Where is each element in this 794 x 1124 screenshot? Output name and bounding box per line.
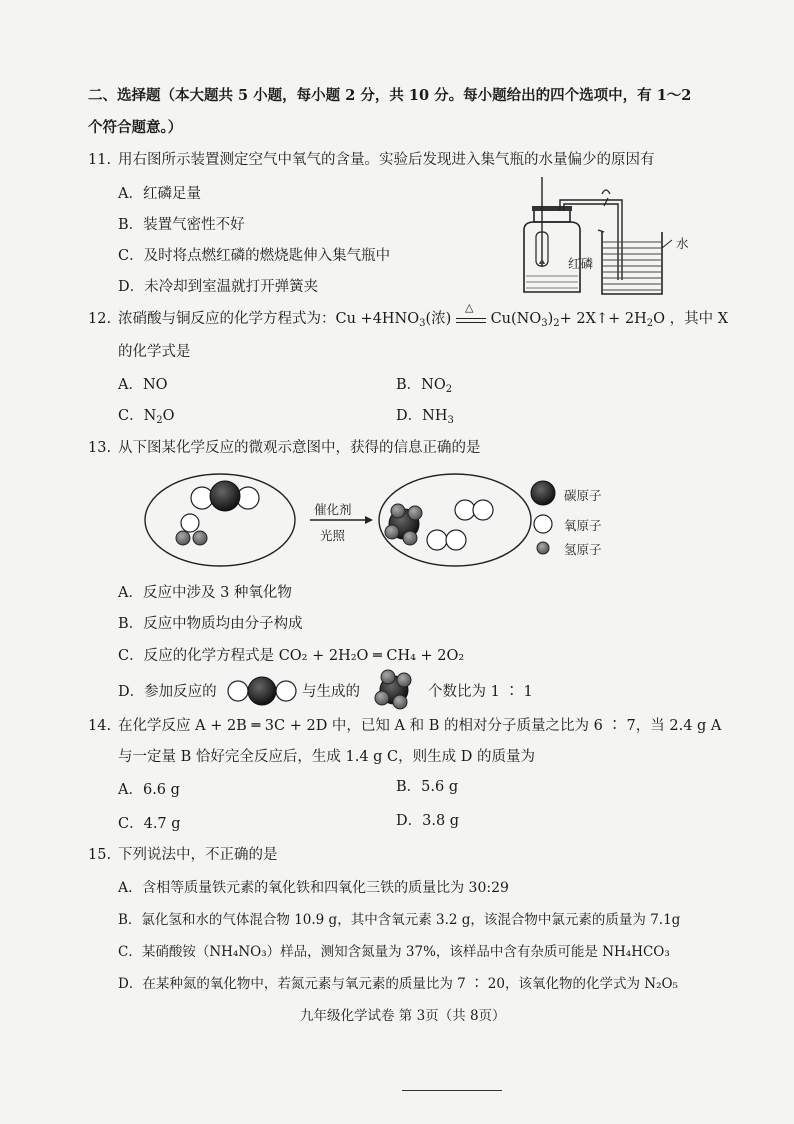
bottom-rule xyxy=(402,1090,502,1091)
section-title-cont: 个符合题意。） xyxy=(88,119,183,136)
q12-number: 12. xyxy=(88,311,112,327)
q13-legend-icons xyxy=(528,478,558,558)
q13-option-d-co2-molecule xyxy=(226,676,298,706)
q14-option-a: A．6.6 g xyxy=(118,782,180,798)
q12-heat-equals xyxy=(456,301,486,323)
q12-sub: 2 xyxy=(553,318,560,329)
q13-legend-oxygen: 氧原子 xyxy=(564,518,602,533)
q11-label-phosphorus: 红磷 xyxy=(568,256,594,271)
q14-stem: 在化学反应 A + 2B ═ 3C + 2D 中，已知 A 和 B 的相对分子质量之比为 6 ∶ 7，当 2.4 g A xyxy=(118,718,722,734)
q15-option-c: C．某硝酸铵（NH₄NO₃）样品，测知含氮量为 37%，该样品中含有杂质可能是 NH₄HCO₃ xyxy=(118,944,670,960)
q13-option-d-ch4-molecule xyxy=(374,668,414,710)
q14-option-d: D．3.8 g xyxy=(396,813,460,829)
q13-catalyst-label: 催化剂 xyxy=(314,502,352,517)
q12-stem-part: Cu(NO xyxy=(490,311,542,327)
q11-option-a: A．红磷足量 xyxy=(118,186,201,202)
q13-reaction-diagram xyxy=(140,468,540,574)
q14-option-b: B．5.6 g xyxy=(396,779,459,795)
q12-option-b-text: B．NO xyxy=(396,377,446,393)
q12-sub: 3 xyxy=(541,318,548,329)
q13-option-c: C．反应的化学方程式是 CO₂ + 2H₂O ═ CH₄ + 2O₂ xyxy=(118,648,465,664)
q13-option-d-mid: 与生成的 xyxy=(302,684,360,700)
q12-stem-part: 浓硝酸与铜反应的化学方程式为：Cu +4HNO xyxy=(118,311,420,327)
q15-number: 15. xyxy=(88,847,112,863)
q12-option-d-text: D．NH xyxy=(396,408,448,424)
q12-sub: 2 xyxy=(646,318,654,329)
q12-option-b xyxy=(396,375,452,395)
q12-option-c-text: C．N xyxy=(118,408,157,424)
q11-option-b: B．装置气密性不好 xyxy=(118,217,245,233)
q12-sub: 3 xyxy=(447,415,454,426)
q12-stem-part: O ，其中 X xyxy=(653,311,729,327)
q13-legend-hydrogen: 氢原子 xyxy=(564,542,602,557)
q12-sub: 2 xyxy=(445,384,453,395)
q13-option-a: A．反应中涉及 3 种氧化物 xyxy=(118,585,292,601)
q11-option-d: D．未冷却到室温就打开弹簧夹 xyxy=(118,279,319,295)
q12-stem xyxy=(118,301,729,329)
section-title: 二、选择题（本大题共 5 小题，每小题 2 分，共 10 分。每小题给出的四个选项中，有 1～2 xyxy=(88,87,692,104)
q12-option-c-text: O xyxy=(162,408,175,424)
q11-stem: 用右图所示装置测定空气中氧气的含量。实验后发现进入集气瓶的水量偏少的原因有 xyxy=(118,152,655,168)
q13-stem: 从下图某化学反应的微观示意图中，获得的信息正确的是 xyxy=(118,440,481,456)
q15-stem: 下列说法中，不正确的是 xyxy=(118,847,278,863)
q11-label-water: 水 xyxy=(676,236,689,251)
q11-apparatus-diagram xyxy=(512,172,692,297)
q12-option-d xyxy=(396,406,454,426)
q12-stem-part: (浓) xyxy=(425,311,452,327)
q15-option-a: A．含相等质量铁元素的氧化铁和四氧化三铁的质量比为 30:29 xyxy=(118,880,509,896)
q12-sub: 2 xyxy=(156,415,163,426)
q14-option-c: C．4.7 g xyxy=(118,816,181,832)
q12-heat-symbol: △ xyxy=(464,301,474,314)
q13-light-label: 光照 xyxy=(320,528,346,543)
q15-option-b: B．氯化氢和水的气体混合物 10.9 g，其中含氧元素 3.2 g，该混合物中氯元素的质量为 7.1g xyxy=(118,912,681,928)
q12-option-a: A．NO xyxy=(118,377,168,393)
q12-stem-part: + 2X↑+ 2H xyxy=(559,311,647,327)
page-footer: 九年级化学试卷 第 3页（共 8页） xyxy=(300,1008,506,1024)
q14-number: 14. xyxy=(88,718,112,734)
q13-option-d-prefix: D．参加反应的 xyxy=(118,684,217,700)
q11-option-c: C．及时将点燃红磷的燃烧匙伸入集气瓶中 xyxy=(118,248,391,264)
q12-stem-cont: 的化学式是 xyxy=(118,344,191,360)
q13-option-b: B．反应中物质均由分子构成 xyxy=(118,616,303,632)
q14-stem-cont: 与一定量 B 恰好完全反应后，生成 1.4 g C，则生成 D 的质量为 xyxy=(118,749,535,765)
q13-option-d-suffix: 个数比为 1 ∶ 1 xyxy=(428,684,533,700)
q11-number: 11. xyxy=(88,152,112,168)
q13-number: 13. xyxy=(88,440,112,456)
q13-legend-carbon: 碳原子 xyxy=(564,488,602,503)
q12-option-c xyxy=(118,406,175,426)
q12-stem-part: ) xyxy=(547,311,554,327)
q12-sub: 3 xyxy=(419,318,426,329)
q15-option-d: D．在某种氮的氧化物中，若氮元素与氧元素的质量比为 7 ∶ 20，该氧化物的化学式为 N₂O₅ xyxy=(118,976,678,992)
